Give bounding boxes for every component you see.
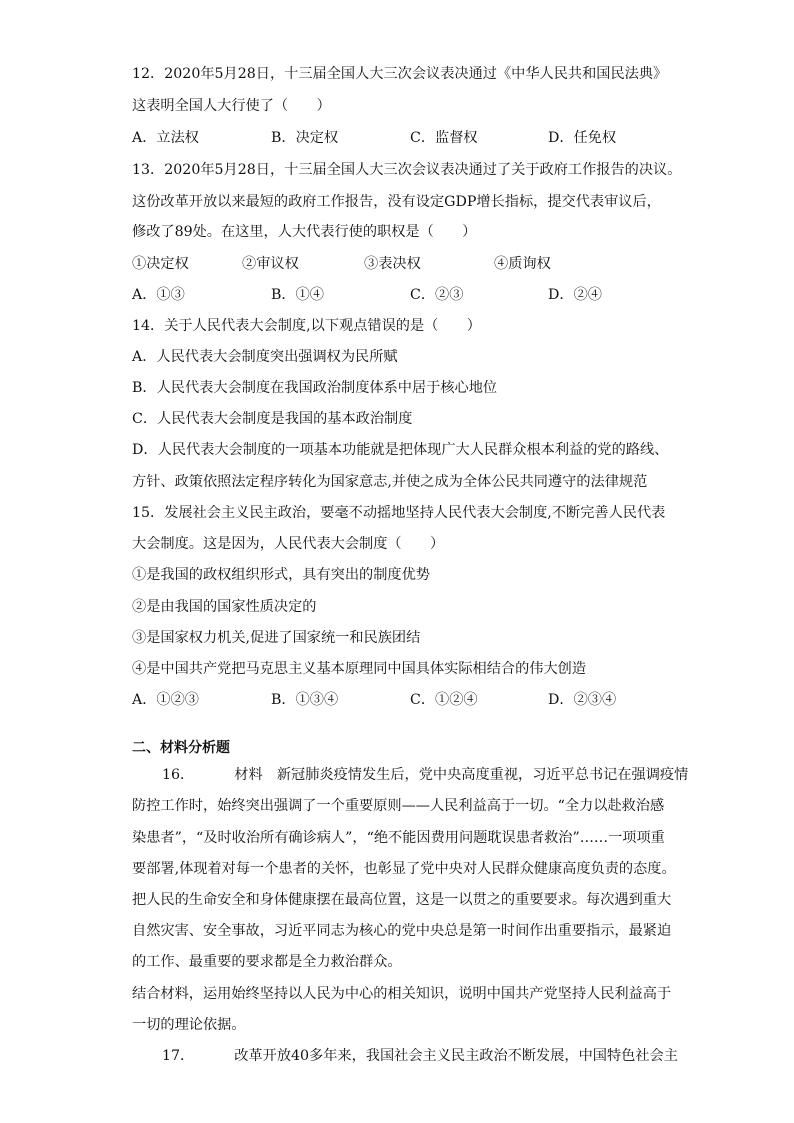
q15-option-c[interactable]: C．①②④: [410, 692, 478, 708]
q16-line1: 材料 新冠肺炎疫情发生后，党中央高度重视，习近平总书记在强调疫情: [234, 767, 689, 783]
q15-item-2: ②是由我国的国家性质决定的: [132, 599, 317, 615]
q12-stem-line1: 12．2020年5月28日，十三届全国人大三次会议表决通过《中华人民共和国民法典》: [132, 66, 668, 82]
q17-line1: 改革开放40多年来，我国社会主义民主政治不断发展，中国特色社会主: [234, 1048, 678, 1064]
q12-option-d[interactable]: D．任免权: [548, 130, 617, 146]
q13-stem-line2: 这份改革开放以来最短的政府工作报告，没有设定GDP增长指标，提交代表审议后，: [132, 194, 661, 210]
q13-option-b[interactable]: B．①④: [271, 287, 324, 303]
q12-options: [132, 128, 692, 148]
q16-line4: 要部署,体现着对每一个患者的关怀，也彰显了党中央对人民群众健康高度负责的态度。: [132, 861, 676, 877]
q14-option-a[interactable]: A．人民代表大会制度突出强调权为民所赋: [132, 349, 398, 365]
q17-number: 17．: [162, 1048, 195, 1064]
q12-stem-line2: 这表明全国人大行使了（ ）: [132, 98, 331, 114]
q16-line3: 染患者”，“及时收治所有确诊病人”，“绝不能因费用问题耽误患者救治”……一项项重: [132, 830, 665, 846]
q13-item-4: ④质询权: [494, 256, 551, 272]
q12-option-b[interactable]: B．决定权: [271, 130, 339, 146]
q15-options: [132, 690, 692, 710]
q16-number: 16．: [162, 767, 195, 783]
q12-option-a[interactable]: A．立法权: [132, 130, 199, 146]
q16-question-line2: 一切的理论依据。: [132, 1017, 246, 1033]
q12-option-c[interactable]: C．监督权: [410, 130, 478, 146]
q13-options: [132, 285, 692, 305]
q15-item-1: ①是我国的政权组织形式，具有突出的制度优势: [132, 567, 430, 583]
q15-item-4: ④是中国共产党把马克思主义基本原理同中国具体实际相结合的伟大创造: [132, 661, 587, 677]
section-2-title: 二、材料分析题: [132, 740, 230, 756]
q14-option-b[interactable]: B．人民代表大会制度在我国政治制度体系中居于核心地位: [132, 380, 498, 396]
q13-stem-line1: 13．2020年5月28日，十三届全国人大三次会议表决通过了关于政府工作报告的决议。: [132, 162, 682, 178]
q13-option-c[interactable]: C．②③: [410, 287, 464, 303]
q14-option-c[interactable]: C．人民代表大会制度是我国的基本政治制度: [132, 411, 413, 427]
q14-stem: 14．关于人民代表大会制度,以下观点错误的是（ ）: [132, 318, 481, 334]
q13-items: [132, 254, 692, 274]
q16-line2: 防控工作时，始终突出强调了一个重要原则——人民利益高于一切。“全力以赴救治感: [132, 798, 665, 814]
q15-item-3: ③是国家权力机关,促进了国家统一和民族团结: [132, 630, 421, 646]
q16-line6: 自然灾害、安全事故，习近平同志为核心的党中央总是第一时间作出重要指示，最紧迫: [132, 923, 672, 939]
q15-option-d[interactable]: D．②③④: [548, 692, 617, 708]
q17-first-line: [162, 1046, 678, 1066]
q13-item-1: ①决定权: [132, 256, 189, 272]
q13-option-a[interactable]: A．①③: [132, 287, 185, 303]
q13-item-2: ②审议权: [242, 256, 299, 272]
q16-question-line1: 结合材料，运用始终坚持以人民为中心的相关知识，说明中国共产党坚持人民利益高于: [132, 986, 672, 1002]
q13-option-d[interactable]: D．②④: [548, 287, 602, 303]
q15-option-a[interactable]: A．①②③: [132, 692, 199, 708]
q15-option-b[interactable]: B．①③④: [271, 692, 339, 708]
q14-option-d-line1[interactable]: D．人民代表大会制度的一项基本功能就是把体现广大人民群众根本利益的党的路线、: [132, 442, 669, 458]
q15-stem-line1: 15．发展社会主义民主政治，要毫不动摇地坚持人民代表大会制度,不断完善人民代表: [132, 505, 666, 521]
q15-stem-line2: 大会制度。这是因为，人民代表大会制度（ ）: [132, 536, 445, 552]
q16-first-line: [162, 765, 688, 785]
q16-line7: 的工作、最重要的要求都是全力救治群众。: [132, 954, 402, 970]
q13-item-3: ③表决权: [364, 256, 421, 272]
q14-option-d-line2: 方针、政策依照法定程序转化为国家意志,并使之成为全体公民共同遵守的法律规范: [132, 474, 648, 490]
q16-line5: 把人民的生命安全和身体健康摆在最高位置，这是一以贯之的重要要求。每次遇到重大: [132, 892, 672, 908]
q13-stem-line3: 修改了89处。在这里，人大代表行使的职权是（ ）: [132, 224, 477, 240]
